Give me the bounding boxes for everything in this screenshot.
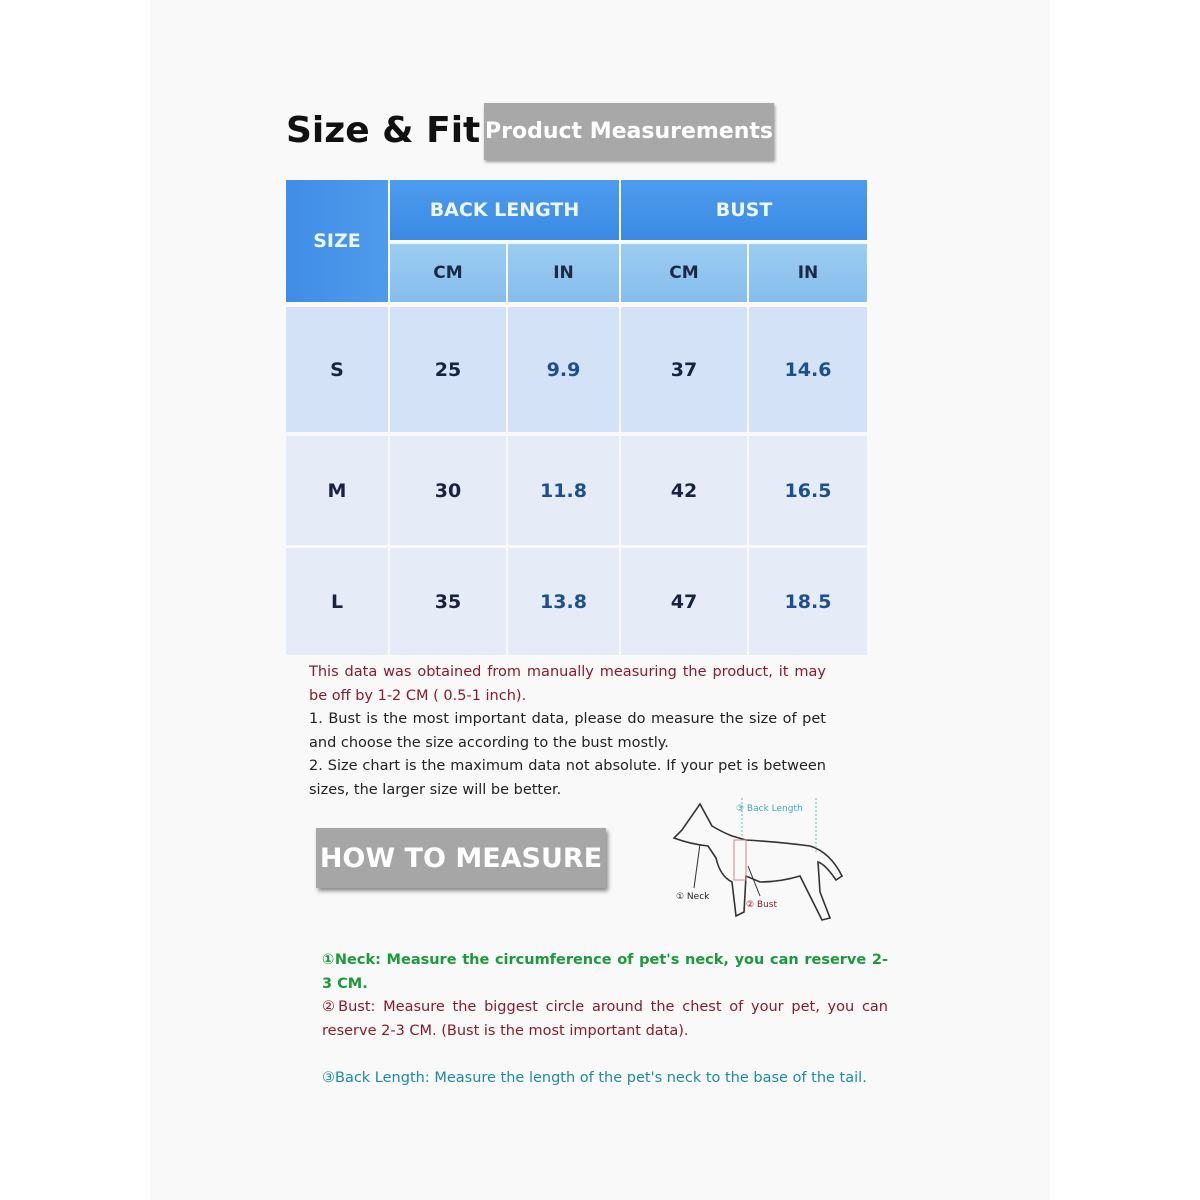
table-cell: 37	[621, 307, 747, 432]
bust-instruction: ②Bust: Measure the biggest circle around the chest of your pet, you can reserve 2-3 CM. (Bust is the most important data).	[322, 999, 888, 1039]
table-cell: 14.6	[749, 307, 867, 432]
table-cell: 47	[621, 548, 747, 655]
table-cell: 30	[390, 436, 506, 545]
neck-instruction: ①Neck: Measure the circumference of pet's neck, you can reserve 2-3 CM.	[322, 952, 888, 992]
table-cell: 25	[390, 307, 506, 432]
table-cell: 9.9	[508, 307, 619, 432]
unit-header: IN	[508, 244, 619, 302]
back-length-instruction: ③Back Length: Measure the length of the pet's neck to the base of the tail.	[322, 1070, 867, 1086]
unit-header: CM	[390, 244, 506, 302]
bust-label: ② Bust	[746, 900, 778, 910]
unit-header: IN	[749, 244, 867, 302]
table-cell: 13.8	[508, 548, 619, 655]
note-2: 2. Size chart is the maximum data not absolute. If your pet is between sizes, the larger size will be better.	[309, 758, 826, 798]
table-cell: 11.8	[508, 436, 619, 545]
table-cell: 16.5	[749, 436, 867, 545]
size-cell: S	[286, 307, 388, 432]
bust-header: BUST	[621, 180, 867, 240]
back-length-label: ③ Back Length	[736, 804, 803, 814]
unit-header: CM	[621, 244, 747, 302]
size-cell: L	[286, 548, 388, 655]
table-cell: 42	[621, 436, 747, 545]
dog-measurement-diagram	[660, 792, 860, 927]
back-length-header: BACK LENGTH	[390, 180, 619, 240]
disclaimer-note: This data was obtained from manually measuring the product, it may be off by 1-2 CM ( 0.5-1 inch).	[309, 664, 826, 704]
page-title: Size & Fit	[286, 110, 481, 151]
size-header: SIZE	[286, 180, 388, 302]
table-cell: 35	[390, 548, 506, 655]
how-to-measure-banner: HOW TO MEASURE	[316, 828, 606, 888]
size-cell: M	[286, 436, 388, 545]
table-cell: 18.5	[749, 548, 867, 655]
product-measurements-badge: Product Measurements	[484, 103, 774, 160]
neck-label: ① Neck	[676, 892, 710, 902]
note-1: 1. Bust is the most important data, please do measure the size of pet and choose the size according to the bust mostly.	[309, 711, 826, 751]
